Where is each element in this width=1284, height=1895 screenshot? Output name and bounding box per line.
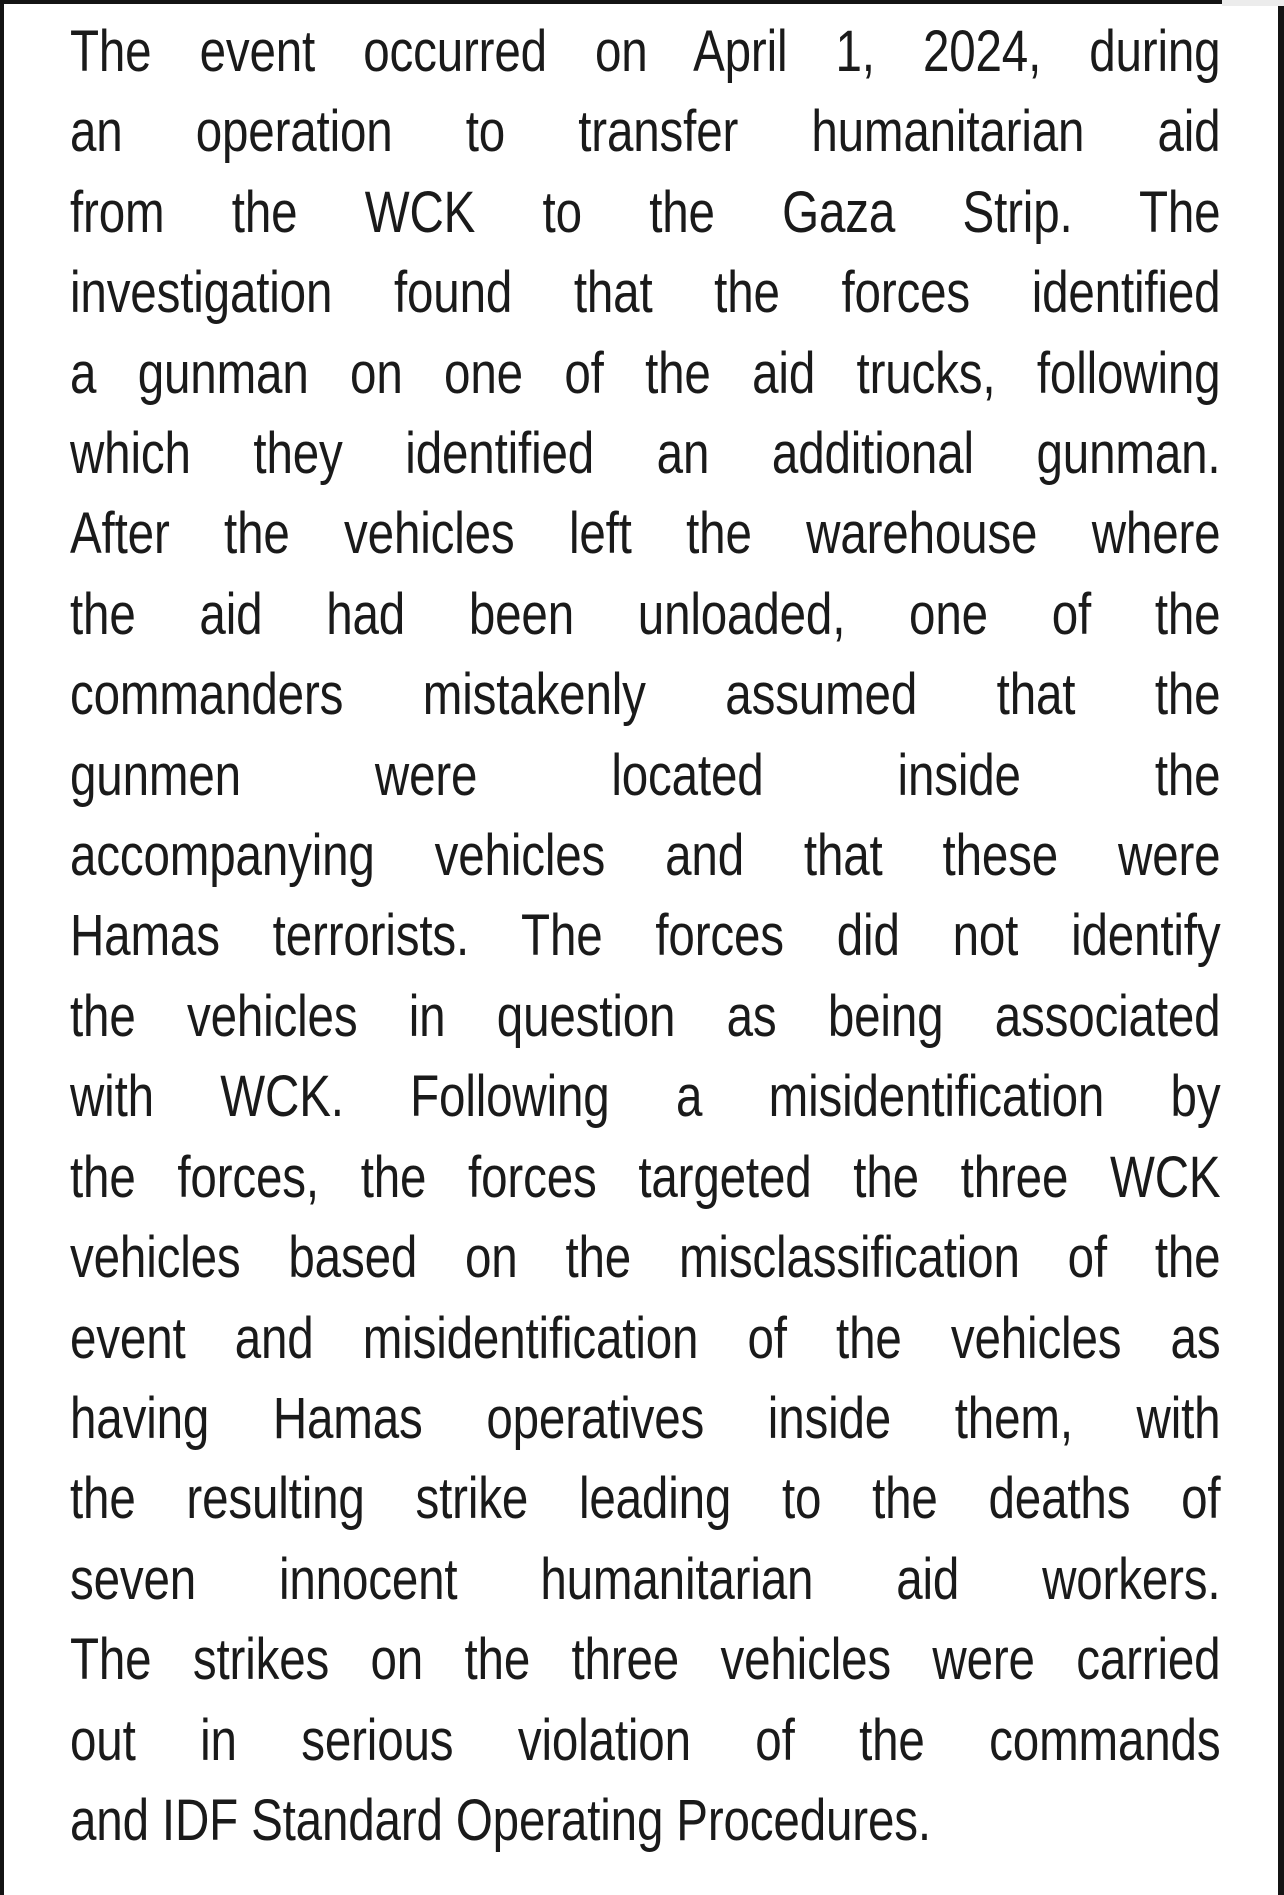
text-line: and IDF Standard Operating Procedures.: [70, 1787, 931, 1853]
text-line: Hamas terrorists. The forces did not identify: [70, 903, 1221, 969]
text-line: The strikes on the three vehicles were carried: [70, 1627, 1221, 1693]
text-line: After the vehicles left the warehouse where: [70, 501, 1221, 567]
text-line: commanders mistakenly assumed that the: [70, 662, 1221, 728]
text-line: event and misidentification of the vehicles as: [70, 1305, 1221, 1371]
text-line: from the WCK to the Gaza Strip. The: [70, 179, 1221, 245]
text-line: the vehicles in question as being associated: [70, 983, 1221, 1049]
text-line: gunmen were located inside the: [70, 742, 1221, 808]
text-line: the aid had been unloaded, one of the: [70, 581, 1221, 647]
text-line: The event occurred on April 1, 2024, during: [70, 19, 1221, 84]
text-line: which they identified an additional gunman.: [70, 421, 1221, 487]
text-line: a gunman on one of the aid trucks, following: [70, 340, 1221, 406]
text-line: accompanying vehicles and that these were: [70, 823, 1221, 889]
right-border: [1278, 6, 1284, 1895]
text-line: seven innocent humanitarian aid workers.: [70, 1546, 1221, 1612]
text-line: with WCK. Following a misidentification by: [70, 1064, 1221, 1130]
top-border: [0, 0, 1222, 4]
text-line: out in serious violation of the commands: [70, 1707, 1221, 1773]
text-line: an operation to transfer humanitarian aid: [70, 99, 1221, 165]
text-line: vehicles based on the misclassification of the: [70, 1225, 1221, 1291]
left-border: [0, 0, 4, 1895]
top-right-notch: [1222, 0, 1284, 6]
text-line: the resulting strike leading to the deaths of: [70, 1466, 1221, 1532]
text-line: having Hamas operatives inside them, with: [70, 1385, 1221, 1451]
text-line: investigation found that the forces identified: [70, 260, 1221, 326]
paragraph: [70, 12, 1220, 1873]
text-line: the forces, the forces targeted the three WCK: [70, 1144, 1221, 1210]
